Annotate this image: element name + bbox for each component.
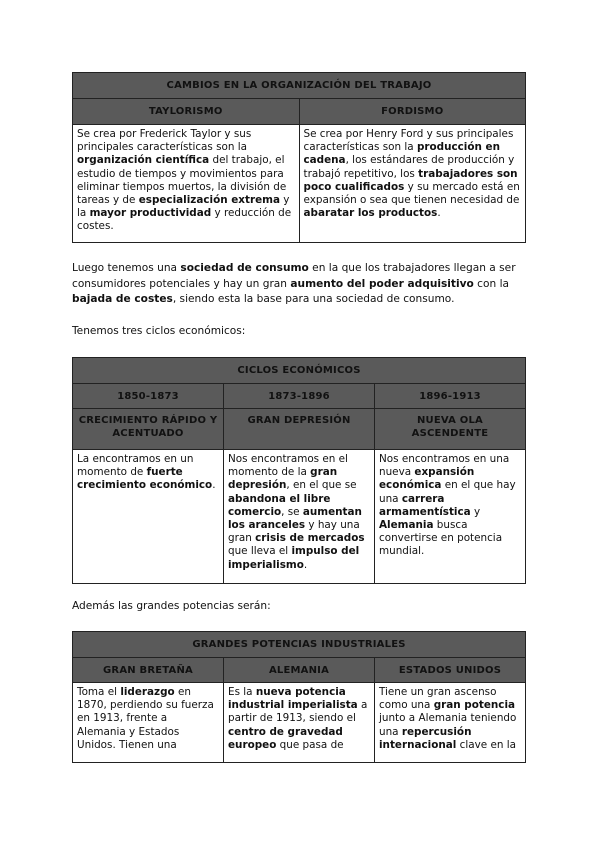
paragraph-ciclos-intro (72, 324, 526, 340)
bold-text: nueva potencia industrial imperialista (228, 686, 358, 712)
column-header-alemania: ALEMANIA (224, 658, 375, 683)
bold-text: fuerte crecimiento económico (77, 466, 213, 492)
bold-text: expansión económica (379, 466, 475, 492)
bold-text: repercusión internacional (379, 725, 472, 751)
paragraph-text: Luego tenemos una sociedad de consumo en la que los trabajadores llegan a ser consumidores potenciales y hay un gran aumento del poder adquisitivo con la bajada de costes, siendo esta la base para una sociedad de consumo. (72, 262, 516, 305)
bold-text: liderazgo (120, 686, 175, 698)
table-title: CICLOS ECONÓMICOS (73, 358, 526, 384)
bold-text: producción en cadena (303, 141, 500, 167)
paragraph-potencias-intro (72, 599, 526, 615)
bold-text: aumentan los aranceles (228, 505, 362, 532)
bold-text: especialización extrema (138, 194, 280, 207)
paragraph-text: Además las grandes potencias serán: (72, 600, 271, 612)
bold-text: impulso del imperialismo (228, 545, 360, 571)
bold-text: abandona el libre comercio (228, 492, 331, 518)
fordismo-description: Se crea por Henry Ford y sus principales características son la producción en cadena, los estándares de producción y trabajó repetitivo, los trabajadores son poco cualificados y su mercado está en expansión o sea que tienen necesidad de abaratar los productos. (299, 125, 526, 243)
table-title: GRANDES POTENCIAS INDUSTRIALES (73, 632, 526, 658)
column-header-estados-unidos: ESTADOS UNIDOS (375, 658, 526, 683)
bold-text: centro de gravedad europeo (228, 725, 343, 751)
year-range-2: 1873-1896 (224, 384, 375, 409)
gran-bretana-description: Toma el liderazgo en 1870, perdiendo su fuerza en 1913, frente a Alemania y Estados Unidos. Tienen una (73, 683, 224, 763)
table-organizacion-trabajo (72, 72, 526, 243)
bold-text: carrera armamentística (379, 492, 471, 518)
bold-text: mayor productividad (89, 207, 212, 220)
phase-name-3: NUEVA OLA ASCENDENTE (375, 409, 526, 450)
year-range-1: 1850-1873 (73, 384, 224, 409)
table-ciclos-economicos (72, 357, 526, 584)
cycle-description-2: Nos encontramos en el momento de la gran depresión, en el que se abandona el libre comercio, se aumentan los aranceles y hay una gran crisis de mercados que lleva el impulso del imperialismo. (224, 450, 375, 584)
estados-unidos-description: Tiene un gran ascenso como una gran potencia junto a Alemania teniendo una repercusión internacional clave en la (375, 683, 526, 763)
column-header-gran-bretana: GRAN BRETAÑA (73, 658, 224, 683)
year-range-3: 1896-1913 (375, 384, 526, 409)
column-header-fordismo: FORDISMO (299, 99, 526, 125)
table-title: CAMBIOS EN LA ORGANIZACIÓN DEL TRABAJO (73, 73, 526, 99)
bold-text: sociedad de consumo (180, 262, 309, 274)
paragraph-sociedad-consumo (72, 261, 526, 308)
bold-text: gran depresión (228, 466, 338, 492)
phase-name-1: CRECIMIENTO RÁPIDO Y ACENTUADO (73, 409, 224, 450)
cycle-description-1: La encontramos en un momento de fuerte crecimiento económico. (73, 450, 224, 584)
alemania-description: Es la nueva potencia industrial imperialista a partir de 1913, siendo el centro de gravedad europeo que pasa de (224, 683, 375, 763)
taylorismo-description: Se crea por Frederick Taylor y sus principales características son la organización científica del trabajo, el estudio de tiempos y movimientos para eliminar tiempos muertos, la división de tareas y de especialización extrema y la mayor productividad y reducción de costes. (73, 125, 300, 243)
paragraph-text: Tenemos tres ciclos económicos: (72, 325, 246, 337)
bold-text: Alemania (379, 519, 434, 532)
bold-text: aumento del poder adquisitivo (290, 277, 474, 290)
bold-text: bajada de costes (72, 293, 173, 305)
bold-text: gran potencia (433, 699, 516, 712)
phase-name-2: GRAN DEPRESIÓN (224, 409, 375, 450)
bold-text: abaratar los productos (303, 207, 438, 220)
bold-text: organización científica (77, 154, 210, 167)
column-header-taylorismo: TAYLORISMO (73, 99, 300, 125)
bold-text: crisis de mercados (255, 532, 365, 545)
cycle-description-3: Nos encontramos en una nueva expansión económica en el que hay una carrera armamentística y Alemania busca convertirse en potencia mundial. (375, 450, 526, 584)
bold-text: trabajadores son poco cualificados (303, 167, 518, 193)
table-grandes-potencias (72, 631, 526, 763)
